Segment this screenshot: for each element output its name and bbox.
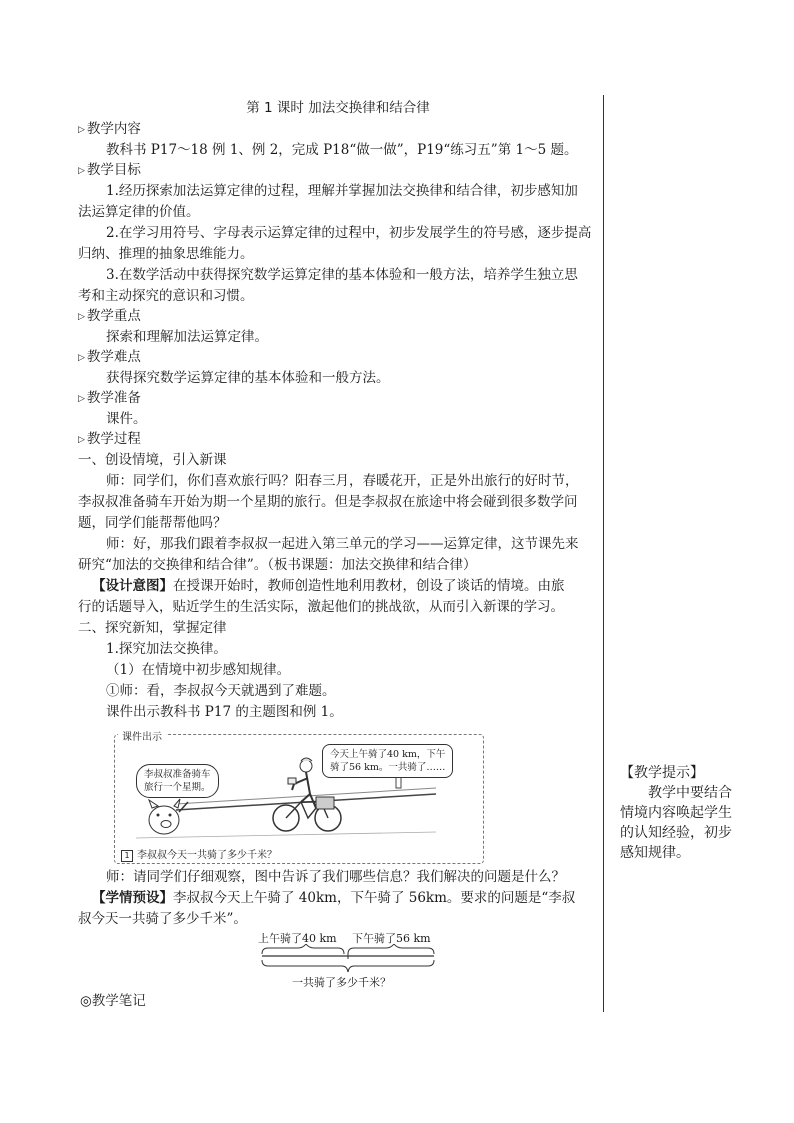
para-2-line-a: 师：好，那我们跟着李叔叔一起进入第三单元的学习——运算定律，这节课先来 [106, 536, 579, 552]
heading-key-points [78, 307, 141, 327]
teaching-tip-line-2: 情境内容唤起学生 [620, 805, 732, 821]
bubble-right-line-1: 今天上午骑了40 km，下午 [330, 749, 446, 760]
triangle-marker-icon: ▷ [78, 125, 85, 135]
teaching-tip [620, 763, 770, 863]
design-intent-label: 【设计意图】 [92, 578, 173, 594]
goal-2-line-a: 2.在学习用符号、字母表示运算定律的过程中，初步发展学生的符号感，逐步提高 [106, 225, 592, 241]
heading-label: 教学准备 [86, 390, 141, 406]
part-2-title: 二、探究新知，掌握定律 [78, 620, 227, 636]
notes-label: ◎教学笔记 [80, 993, 146, 1009]
courseware-question-text: 李叔叔今天一共骑了多少千米？ [137, 850, 277, 861]
presume-text: 李叔叔今天上午骑了 40km，下午骑了 56km。要求的问题是“李叔 [173, 890, 576, 906]
heading-content [78, 120, 141, 140]
design-intent-line-a [92, 577, 565, 595]
heading-label: 教学难点 [86, 349, 141, 365]
presume-line-a [92, 889, 575, 907]
prep-text: 课件。 [106, 411, 147, 427]
teaching-tip-line-1: 教学中要结合 [648, 785, 732, 801]
teaching-tip-line-3: 的认知经验，初步 [620, 825, 732, 841]
part-1-title: 一、创设情境，引入新课 [78, 452, 227, 468]
goal-1-line-b: 法运算定律的价值。 [78, 204, 200, 220]
total-label: 一共骑了多少千米？ [292, 976, 391, 989]
heading-preparation [78, 389, 141, 409]
heading-label: 教学重点 [86, 308, 141, 324]
triangle-marker-icon: ▷ [78, 394, 85, 404]
key-text: 探索和理解加法运算定律。 [106, 329, 268, 345]
teaching-tip-line-4: 感知规律。 [620, 845, 690, 861]
para-1-line-c: 题，同学们能帮帮他吗？ [78, 515, 227, 531]
step-2-text: 课件出示教科书 P17 的主题图和例 1。 [106, 704, 343, 720]
content-text: 教科书 P17～18 例 1、例 2，完成 P18“做一做”，P19“练习五”第 1～5 题。 [106, 142, 578, 158]
goal-1-line-a: 1.经历探索加法运算定律的过程，理解并掌握加法交换律和结合律，初步感知加 [106, 183, 578, 199]
teacher-question: 师：请同学们仔细观察，图中告诉了我们哪些信息？我们解决的问题是什么？ [106, 869, 565, 885]
presume-label: 【学情预设】 [92, 890, 173, 906]
teaching-tip-title: 【教学提示】 [620, 765, 704, 781]
goal-3-line-b: 考和主动探究的意识和习惯。 [78, 288, 254, 304]
speech-bubble-cyclist [322, 744, 453, 778]
para-1-line-a: 师：同学们，你们喜欢旅行吗？阳春三月，春暖花开，正是外出旅行的好时节， [106, 473, 579, 489]
difficulty-text: 获得探究数学运算定律的基本体验和一般方法。 [106, 370, 390, 386]
triangle-marker-icon: ▷ [78, 353, 85, 363]
heading-goals [78, 161, 141, 181]
morning-label: 上午骑了40 km [258, 932, 337, 945]
page-title: 第 1 课时 加法交换律和结合律 [246, 100, 430, 116]
goal-3-line-a: 3.在数学活动中获得探究数学运算定律的基本体验和一般方法，培养学生独立思 [106, 267, 578, 283]
sum-brace-diagram [256, 930, 441, 990]
margin-divider [603, 95, 604, 1012]
presume-line-b: 叔今天一共骑了多少千米”。 [78, 911, 247, 927]
speech-bubble-pig [136, 764, 219, 798]
goal-2-line-b: 归纳、推理的抽象思维能力。 [78, 246, 254, 262]
sub-1-1-title: （1）在情境中初步感知规律。 [106, 662, 291, 678]
triangle-marker-icon: ▷ [78, 312, 85, 322]
para-2-line-b: 研究“加法的交换律和结合律”。（板书课题：加法交换律和结合律） [78, 557, 477, 573]
courseware-tag: 课件出示 [118, 728, 166, 743]
para-1-line-b: 李叔叔准备骑车开始为期一个星期的旅行。但是李叔叔在旅途中将会碰到很多数学问 [78, 494, 578, 510]
sub-1-title: 1.探究加法交换律。 [106, 641, 227, 657]
bubble-right-line-2: 骑了56 km。一共骑了…… [330, 762, 446, 773]
triangle-marker-icon: ▷ [78, 435, 85, 445]
heading-label: 教学目标 [86, 162, 141, 178]
heading-process [78, 430, 141, 450]
step-1-text: ①师：看，李叔叔今天就遇到了难题。 [106, 683, 336, 699]
design-intent-line-b: 行的话题导入，贴近学生的生活实际，激起他们的挑战欲，从而引入新课的学习。 [78, 599, 564, 615]
brace-lines [256, 944, 441, 974]
design-intent-text: 在授课开始时，教师创造性地利用教材，创设了谈话的情境。由旅 [173, 578, 565, 594]
bubble-left-line-2: 旅行一个星期。 [144, 782, 211, 793]
triangle-marker-icon: ▷ [78, 166, 85, 176]
pig-mascot-icon [149, 799, 188, 834]
heading-difficulty [78, 348, 141, 368]
bubble-left-line-1: 李叔叔准备骑车 [144, 769, 211, 780]
courseware-question [121, 846, 277, 862]
question-number-icon: 1 [121, 850, 133, 862]
heading-label: 教学过程 [86, 431, 141, 447]
heading-label: 教学内容 [86, 121, 141, 137]
afternoon-label: 下午骑了56 km [352, 932, 431, 945]
